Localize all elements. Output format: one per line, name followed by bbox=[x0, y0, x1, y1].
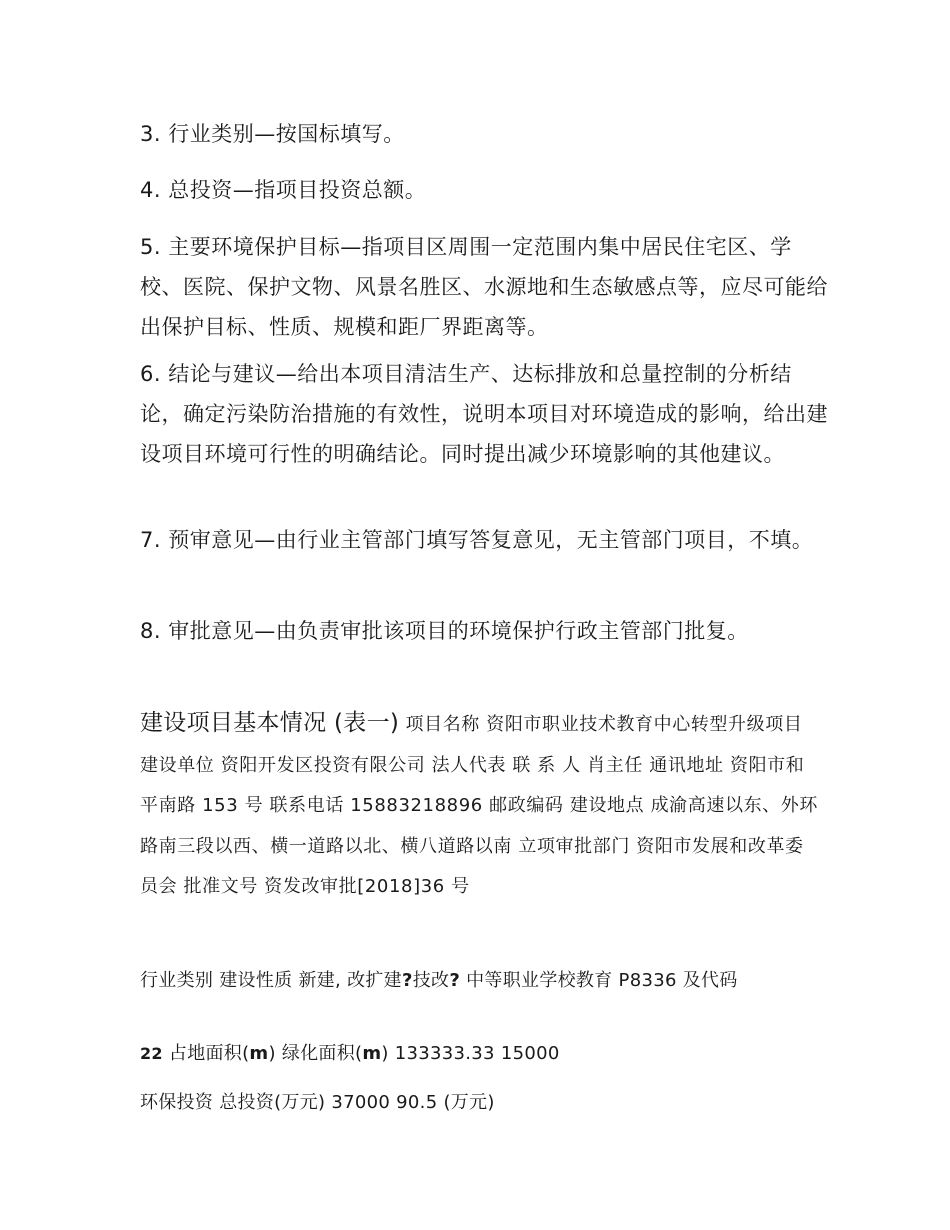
industry-line-tail: 中等职业学校教育 P8336 及代码 bbox=[460, 970, 738, 991]
industry-line-text: 行业类别 建设性质 新建, 改扩建 bbox=[140, 970, 402, 991]
area-text: 占地面积( bbox=[162, 1043, 250, 1064]
investment-line: 环保投资 总投资(万元) 37000 90.5 (万元) bbox=[140, 1092, 495, 1113]
note-item-3: 3. 行业类别—按国标填写。 bbox=[140, 122, 405, 146]
note-item-8: 8. 审批意见—由负责审批该项目的环境保护行政主管部门批复。 bbox=[140, 619, 749, 643]
note-item-4: 4. 总投资—指项目投资总额。 bbox=[140, 178, 427, 202]
industry-line-mid: 技改 bbox=[412, 970, 450, 991]
area-unit: m bbox=[249, 1043, 269, 1064]
area-superscript-prefix: 22 bbox=[140, 1044, 163, 1063]
area-unit: m bbox=[362, 1043, 382, 1064]
area-values: ) 133333.33 15000 bbox=[381, 1043, 560, 1064]
unknown-glyph: ? bbox=[449, 970, 461, 991]
unknown-glyph: ? bbox=[402, 970, 413, 991]
basic-info-block bbox=[140, 703, 820, 908]
area-text: ) 绿化面积( bbox=[268, 1043, 363, 1064]
section-title: 建设项目基本情况 (表一) bbox=[140, 710, 400, 736]
area-line bbox=[140, 1038, 820, 1069]
note-item-7: 7. 预审意见—由行业主管部门填写答复意见，无主管部门项目，不填。 bbox=[140, 528, 814, 552]
industry-line bbox=[140, 965, 820, 996]
basic-info-body: 项目名称 资阳市职业技术教育中心转型升级项目 建设单位 资阳开发区投资有限公司 法人代表 联 系 人 肖主任 通讯地址 资阳市和平南路 153 号 联系电话 15883218896 邮政编码 建设地点 成渝高速以东、外环路南三段以西、横一道路以北、横八道路以南 立项审批部门 资阳市发展和改革委员会 批准文号 资发改审批[2018]36 号 bbox=[140, 714, 818, 897]
note-item-6: 6. 结论与建议—给出本项目清洁生产、达标排放和总量控制的分析结 论，确定污染防治措施的有效性，说明本项目对环境造成的影响，给出建 设项目环境可行性的明确结论。同时提出减少环境影响的其他建议。 bbox=[140, 362, 828, 466]
note-item-5: 5. 主要环境保护目标—指项目区周围一定范围内集中居民住宅区、学 校、医院、保护文物、风景名胜区、水源地和生态敏感点等，应尽可能给 出保护目标、性质、规模和距厂界距离等。 bbox=[140, 235, 828, 339]
